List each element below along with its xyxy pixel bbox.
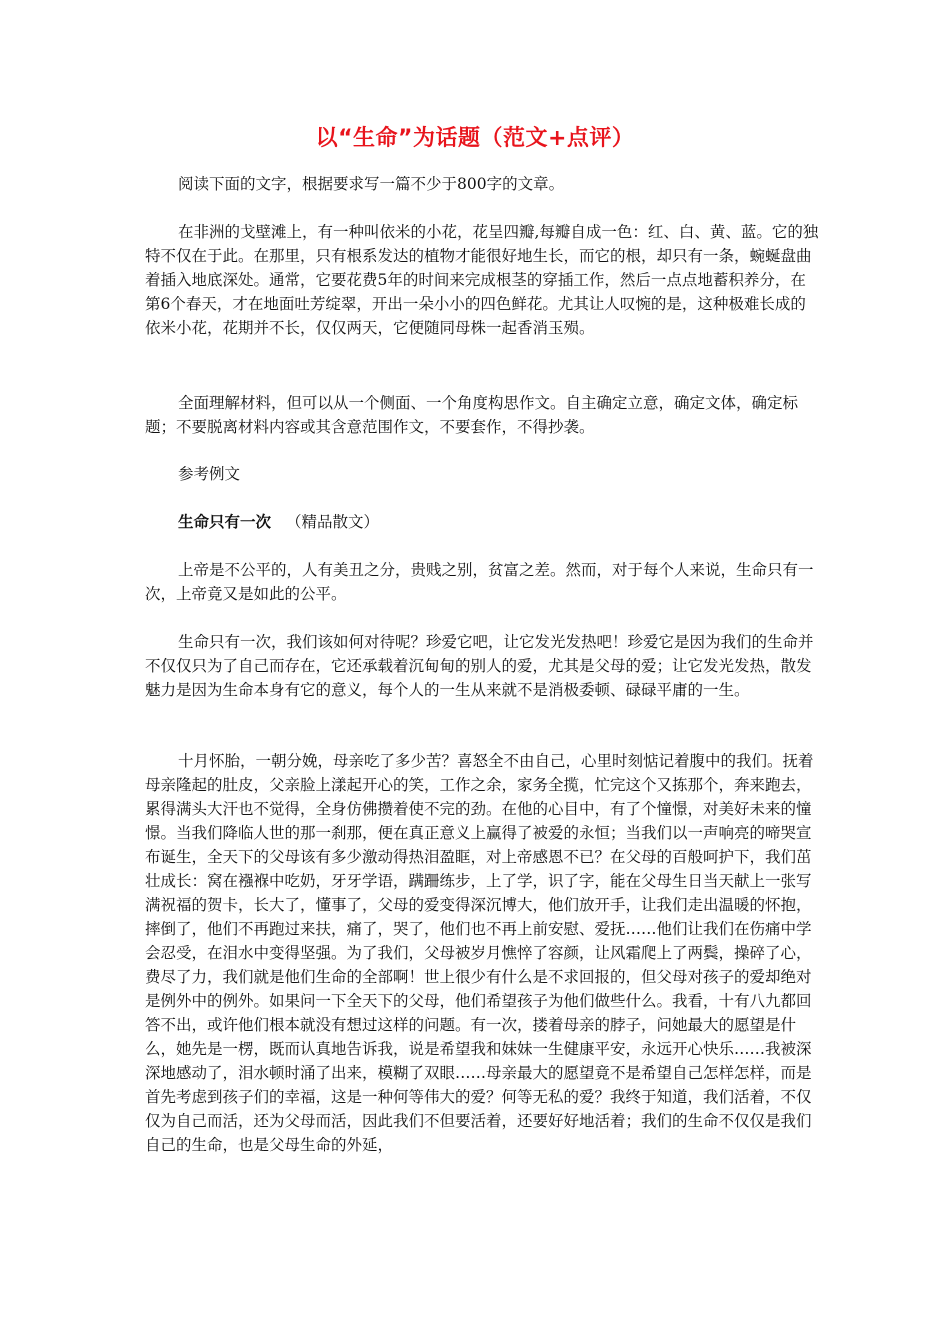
essay-paragraph-1: 上帝是不公平的，人有美丑之分，贵贱之别，贫富之差。然而，对于每个人来说，生命只有一次，上帝竟又是如此的公平。 (145, 561, 814, 603)
essay-heading (178, 510, 379, 534)
material-paragraph: 在非洲的戈壁滩上，有一种叫依米的小花，花呈四瓣,每瓣自成一色：红、白、黄、蓝。它的独特不仅在于此。在那里，只有根系发达的植物才能很好地生长，而它的根，却只有一条，蜿蜒盘曲着插入地底深处。通常，它要花费5年的时间来完成根茎的穿插工作，然后一点点地蓄积养分，在第6个春天，才在地面吐芳绽翠，开出一朵小小的四色鲜花。尤其让人叹惋的是，这种极难长成的依米小花，花期并不长，仅仅两天，它便随同母株一起香消玉殒。 (145, 223, 819, 337)
intro-paragraph: 阅读下面的文字，根据要求写一篇不少于800字的文章。 (178, 175, 565, 193)
essay-paragraph-3: 十月怀胎，一朝分娩，母亲吃了多少苦？喜怒全不由自己，心里时刻惦记着腹中的我们。抚着母亲隆起的肚皮，父亲脸上漾起开心的笑，工作之余，家务全揽，忙完这个又拣那个，奔来跑去，累得满头大汗也不觉得，全身仿佛攒着使不完的劲。在他的心目中，有了个憧憬，对美好未来的憧憬。当我们降临人世的那一刹那，便在真正意义上赢得了被爱的永恒；当我们以一声响亮的啼哭宣布诞生，全天下的父母该有多少激动得热泪盈眶，对上帝感恩不已？在父母的百般呵护下，我们茁壮成长：窝在襁褓中吃奶，牙牙学语，蹒跚练步，上了学，识了字，能在父母生日当天献上一张写满祝福的贺卡，长大了，懂事了，父母的爱变得深沉博大，他们放开手，让我们走出温暖的怀抱，摔倒了，他们不再跑过来扶，痛了，哭了，他们也不再上前安慰、爱抚……他们让我们在伤痛中学会忍受，在泪水中变得坚强。为了我们，父母被岁月憔悴了容颜，让风霜爬上了两鬓，操碎了心，费尽了力，我们就是他们生命的全部啊！世上很少有什么是不求回报的，但父母对孩子的爱却绝对是例外中的例外。如果问一下全天下的父母，他们希望孩子为他们做些什么。我看，十有八九都回答不出，或许他们根本就没有想过这样的问题。有一次，搂着母亲的脖子，问她最大的愿望是什么，她先是一楞，既而认真地告诉我，说是希望我和妹妹一生健康平安，永远开心快乐……我被深深地感动了，泪水顿时涌了出来，模糊了双眼……母亲最大的愿望竟不是希望自己怎样怎样，而是首先考虑到孩子们的幸福，这是一种何等伟大的爱？何等无私的爱？我终于知道，我们活着，不仅仅为自己而活，还为父母而活，因此我们不但要活着，还要好好地活着；我们的生命不仅仅是我们自己的生命，也是父母生命的外延， (145, 752, 814, 1154)
essay-genre: （精品散文） (285, 513, 379, 531)
essay-title: 生命只有一次 (178, 513, 272, 531)
reference-label: 参考例文 (178, 465, 241, 483)
requirements-paragraph: 全面理解材料，但可以从一个侧面、一个角度构思作文。自主确定立意，确定文体，确定标题；不要脱离材料内容或其含意范围作文，不要套作，不得抄袭。 (145, 394, 799, 436)
essay-paragraph-2: 生命只有一次，我们该如何对待呢？珍爱它吧，让它发光发热吧！珍爱它是因为我们的生命并不仅仅只为了自己而存在，它还承载着沉甸甸的别人的爱，尤其是父母的爱；让它发光发热，散发魅力是因为生命本身有它的意义，每个人的一生从来就不是消极委顿、碌碌平庸的一生。 (145, 633, 814, 699)
page-title: 以“生命”为话题（范文+点评） (315, 126, 635, 151)
